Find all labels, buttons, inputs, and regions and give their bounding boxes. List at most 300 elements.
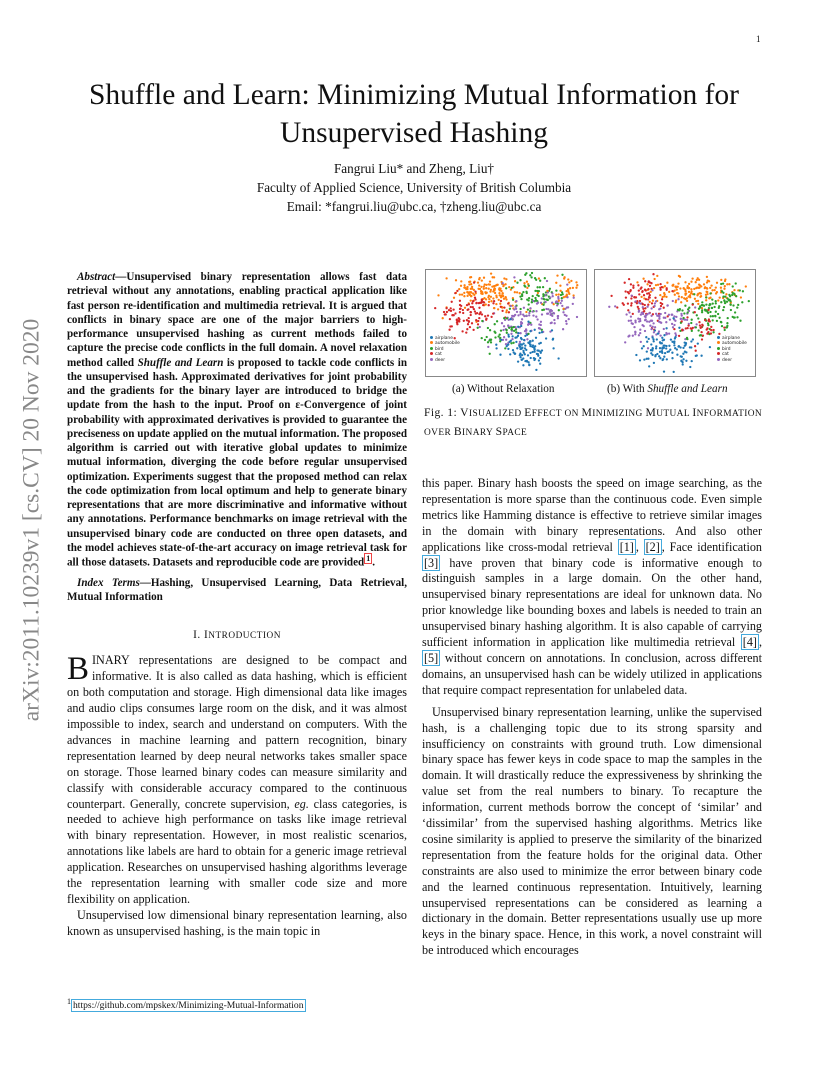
scatter-point: [496, 320, 498, 322]
scatter-point: [646, 350, 648, 352]
scatter-point: [489, 290, 491, 292]
scatter-point: [468, 321, 470, 323]
scatter-point: [540, 352, 542, 354]
footnote-url[interactable]: https://github.com/mpskex/Minimizing-Mutual-Information: [73, 1000, 304, 1012]
scatter-point: [643, 345, 645, 347]
scatter-point: [492, 302, 494, 304]
scatter-point: [676, 288, 678, 290]
scatter-point: [497, 284, 499, 286]
scatter-point: [576, 316, 578, 318]
scatter-point: [521, 293, 523, 295]
scatter-point: [735, 282, 737, 284]
scatter-point: [673, 324, 675, 326]
scatter-point: [659, 342, 661, 344]
scatter-point: [542, 286, 544, 288]
scatter-point: [472, 329, 474, 331]
scatter-point: [654, 302, 656, 304]
scatter-point: [474, 290, 476, 292]
scatter-point: [713, 306, 715, 308]
scatter-point: [630, 315, 632, 317]
scatter-point: [518, 344, 520, 346]
footnote: $^1$ https://github.com/mpskex/Minimizing-Mutual-Information: [67, 997, 304, 1012]
scatter-point: [684, 341, 686, 343]
scatter-point: [535, 337, 537, 339]
scatter-point: [509, 353, 511, 355]
scatter-point: [652, 273, 654, 275]
scatter-point: [520, 298, 522, 300]
scatter-point: [505, 278, 507, 280]
scatter-point: [558, 309, 560, 311]
scatter-point: [512, 299, 514, 301]
scatter-point: [533, 351, 535, 353]
scatter-point: [669, 349, 671, 351]
scatter-point: [650, 315, 652, 317]
scatter-point: [511, 287, 513, 289]
scatter-point: [466, 304, 468, 306]
scatter-point: [459, 300, 461, 302]
scatter-point: [450, 307, 452, 309]
scatter-point: [647, 298, 649, 300]
scatter-point: [477, 320, 479, 322]
scatter-point: [555, 289, 557, 291]
scatter-point: [558, 293, 560, 295]
scatter-point: [540, 321, 542, 323]
scatter-point: [519, 332, 521, 334]
scatter-point: [464, 307, 466, 309]
scatter-point: [572, 294, 574, 296]
scatter-point: [655, 313, 657, 315]
scatter-point: [742, 290, 744, 292]
page-number: 1: [756, 34, 761, 44]
scatter-point: [644, 307, 646, 309]
scatter-point: [529, 352, 531, 354]
scatter-point: [488, 298, 490, 300]
scatter-point: [655, 347, 657, 349]
scatter-point: [640, 286, 642, 288]
scatter-point: [505, 329, 507, 331]
scatter-point: [569, 287, 571, 289]
scatter-point: [648, 365, 650, 367]
scatter-point: [608, 306, 610, 308]
scatter-point: [509, 318, 511, 320]
scatter-point: [576, 284, 578, 286]
scatter-point: [526, 315, 528, 317]
scatter-point: [699, 334, 701, 336]
scatter-point: [448, 309, 450, 311]
scatter-point: [705, 296, 707, 298]
scatter-point: [662, 339, 664, 341]
scatter-point: [481, 337, 483, 339]
scatter-point: [739, 289, 741, 291]
scatter-point: [676, 354, 678, 356]
scatter-point: [635, 354, 637, 356]
scatter-point: [481, 279, 483, 281]
index-terms: Index Terms—Hashing, Unsupervised Learning, Data Retrieval, Mutual Information: [67, 576, 407, 604]
scatter-point: [454, 292, 456, 294]
scatter-point: [665, 296, 667, 298]
scatter-point: [505, 343, 507, 345]
scatter-point: [651, 289, 653, 291]
scatter-point: [542, 304, 544, 306]
scatter-point: [499, 354, 501, 356]
subcaption-b: (b) With Shuffle and Learn: [607, 383, 728, 395]
scatter-point: [474, 310, 476, 312]
scatter-point: [668, 314, 670, 316]
scatter-point: [653, 340, 655, 342]
scatter-point: [523, 282, 525, 284]
scatter-point: [538, 277, 540, 279]
scatter-point: [534, 277, 536, 279]
scatter-point: [463, 284, 465, 286]
scatter-point: [663, 370, 665, 372]
scatter-point: [639, 318, 641, 320]
scatter-point: [686, 316, 688, 318]
scatter-point: [715, 286, 717, 288]
scatter-point: [519, 311, 521, 313]
scatter-point: [632, 285, 634, 287]
scatter-point: [492, 297, 494, 299]
scatter-point: [553, 319, 555, 321]
scatter-point: [678, 295, 680, 297]
scatter-point: [632, 287, 634, 289]
scatter-point: [716, 320, 718, 322]
scatter-point: [657, 332, 659, 334]
scatter-point: [656, 353, 658, 355]
scatter-point: [724, 285, 726, 287]
scatter-point: [647, 347, 649, 349]
scatter-point: [552, 338, 554, 340]
scatter-point: [536, 318, 538, 320]
scatter-point: [443, 311, 445, 313]
scatter-point: [524, 360, 526, 362]
scatter-point: [644, 319, 646, 321]
scatter-point: [745, 285, 747, 287]
scatter-point: [566, 294, 568, 296]
scatter-point: [642, 312, 644, 314]
scatter-point: [724, 329, 726, 331]
scatter-point: [616, 306, 618, 308]
scatter-point: [682, 363, 684, 365]
intro-paragraph-2: Unsupervised low dimensional binary representation learning, also known as unsupervised hashing, is the main topic in: [67, 907, 407, 938]
scatter-point: [674, 320, 676, 322]
scatter-point: [541, 297, 543, 299]
scatter-point: [526, 292, 528, 294]
scatter-point: [690, 340, 692, 342]
scatter-point: [471, 322, 473, 324]
scatter-point: [643, 325, 645, 327]
scatter-point: [732, 285, 734, 287]
scatter-point: [673, 328, 675, 330]
scatter-point: [671, 314, 673, 316]
scatter-point: [625, 296, 627, 298]
scatter-point: [527, 333, 529, 335]
scatter-point: [678, 275, 680, 277]
scatter-point: [737, 304, 739, 306]
scatter-point: [672, 326, 674, 328]
scatter-point: [680, 301, 682, 303]
scatter-point: [735, 295, 737, 297]
scatter-point: [646, 320, 648, 322]
scatter-point: [720, 283, 722, 285]
scatter-point: [661, 347, 663, 349]
scatter-point: [458, 317, 460, 319]
scatter-point: [671, 357, 673, 359]
scatter-point: [551, 329, 553, 331]
scatter-point: [678, 335, 680, 337]
scatter-point: [502, 293, 504, 295]
scatter-point: [498, 299, 500, 301]
scatter-point: [511, 335, 513, 337]
scatter-point: [495, 303, 497, 305]
scatter-point: [500, 329, 502, 331]
scatter-point: [477, 288, 479, 290]
scatter-point: [628, 278, 630, 280]
scatter-point: [691, 330, 693, 332]
scatter-point: [520, 337, 522, 339]
scatter-point: [525, 349, 527, 351]
scatter-point: [710, 332, 712, 334]
scatter-point: [700, 285, 702, 287]
scatter-point: [668, 332, 670, 334]
scatter-point: [682, 347, 684, 349]
scatter-point: [466, 295, 468, 297]
scatter-point: [449, 318, 451, 320]
scatter-point: [638, 293, 640, 295]
scatter-point: [720, 287, 722, 289]
scatter-point: [556, 274, 558, 276]
scatter-point: [683, 297, 685, 299]
scatter-point: [656, 338, 658, 340]
scatter-point: [690, 327, 692, 329]
footnote-link[interactable]: 1: [366, 554, 371, 563]
scatter-point: [733, 289, 735, 291]
scatter-point: [520, 359, 522, 361]
scatter-point: [474, 298, 476, 300]
scatter-point: [693, 293, 695, 295]
scatter-point: [699, 327, 701, 329]
scatter-point: [573, 297, 575, 299]
scatter-point: [694, 306, 696, 308]
scatter-point: [532, 314, 534, 316]
scatter-point: [679, 308, 681, 310]
scatter-point: [535, 316, 537, 318]
scatter-point: [521, 318, 523, 320]
scatter-point: [675, 316, 677, 318]
scatter-point: [522, 291, 524, 293]
scatter-point: [677, 298, 679, 300]
scatter-point: [698, 279, 700, 281]
scatter-point: [697, 303, 699, 305]
scatter-point: [700, 355, 702, 357]
scatter-point: [680, 359, 682, 361]
scatter-point: [483, 277, 485, 279]
scatter-point: [705, 299, 707, 301]
scatter-point: [681, 329, 683, 331]
scatter-point: [463, 295, 465, 297]
scatter-point: [459, 293, 461, 295]
scatter-point: [459, 307, 461, 309]
scatter-point: [674, 347, 676, 349]
scatter-point: [503, 317, 505, 319]
scatter-point: [730, 309, 732, 311]
scatter-point: [528, 303, 530, 305]
scatter-point: [556, 304, 558, 306]
scatter-point: [685, 327, 687, 329]
scatter-point: [707, 331, 709, 333]
scatter-point: [460, 305, 462, 307]
citation-link[interactable]: [2]: [645, 539, 660, 554]
scatter-point: [692, 338, 694, 340]
scatter-point: [674, 336, 676, 338]
scatter-point: [460, 280, 462, 282]
scatter-point: [715, 292, 717, 294]
scatter-point: [512, 349, 514, 351]
scatter-point: [529, 330, 531, 332]
scatter-point: [705, 309, 707, 311]
scatter-point: [562, 328, 564, 330]
scatter-point: [461, 293, 463, 295]
scatter-point: [498, 288, 500, 290]
scatter-point: [463, 320, 465, 322]
scatter-point: [466, 286, 468, 288]
scatter-point: [658, 330, 660, 332]
citation-link[interactable]: [5]: [424, 650, 439, 665]
scatter-point: [647, 304, 649, 306]
scatter-point: [728, 283, 730, 285]
scatter-point: [544, 277, 546, 279]
scatter-point: [731, 294, 733, 296]
scatter-point: [711, 307, 713, 309]
scatter-point: [450, 310, 452, 312]
scatter-point: [634, 321, 636, 323]
scatter-point: [703, 283, 705, 285]
scatter-point: [528, 314, 530, 316]
scatter-point: [631, 294, 633, 296]
scatter-point: [665, 333, 667, 335]
scatter-point: [525, 272, 527, 274]
scatter-point: [709, 292, 711, 294]
scatter-point: [540, 324, 542, 326]
scatter-point: [466, 328, 468, 330]
scatter-point: [536, 302, 538, 304]
scatter-point: [696, 354, 698, 356]
scatter-point: [484, 315, 486, 317]
scatter-point: [699, 324, 701, 326]
scatter-point: [682, 353, 684, 355]
scatter-point: [654, 326, 656, 328]
scatter-point: [691, 360, 693, 362]
scatter-point: [718, 333, 720, 335]
scatter-point: [572, 287, 574, 289]
scatter-point: [493, 288, 495, 290]
scatter-point: [456, 323, 458, 325]
scatter-point: [628, 311, 630, 313]
scatter-point: [739, 320, 741, 322]
scatter-point: [528, 364, 530, 366]
scatter-point: [673, 344, 675, 346]
scatter-point: [499, 294, 501, 296]
scatter-point: [646, 341, 648, 343]
scatter-point: [444, 313, 446, 315]
scatter-point: [445, 307, 447, 309]
scatter-point: [544, 301, 546, 303]
scatter-point: [483, 285, 485, 287]
scatter-point: [470, 314, 472, 316]
scatter-point: [638, 309, 640, 311]
scatter-point: [565, 320, 567, 322]
scatter-point: [633, 296, 635, 298]
scatter-point: [500, 290, 502, 292]
scatter-point: [610, 295, 612, 297]
scatter-point: [672, 317, 674, 319]
scatter-point: [473, 281, 475, 283]
arxiv-sidebar: [14, 270, 50, 770]
scatter-point: [475, 319, 477, 321]
scatter-point: [451, 314, 453, 316]
scatter-point: [684, 281, 686, 283]
intro-paragraph-1: BINARY representations are designed to be compact and informative. It is also called as data hashing, which is efficient on both computation and storage. High dimensional data like images and audio clips consumes large room on the disk, and it was almost impossible to index, search and understand on computers. With the advances in machine learning and pattern recognition, binary representation learned by deep neural networks takes smaller space on storage. Those learned binary codes can measure similarity and classify with considerable accuracy compared to the continuous counterpart. Generally, concrete supervision, eg. class categories, is needed to achieve high performance on tasks like image retrieval with binary representation. However, in most realistic scenarios, annotations like labels are hard to obtain for a generic image retrieval application. Researches on unsupervised hashing algorithms leverage the representation learning with smaller code size and more flexibility on application.: [67, 651, 407, 906]
scatter-point: [489, 329, 491, 331]
scatter-point: [681, 356, 683, 358]
scatter-point: [488, 295, 490, 297]
scatter-point: [532, 340, 534, 342]
scatter-point: [510, 328, 512, 330]
scatter-point: [659, 347, 661, 349]
scatter-point: [534, 297, 536, 299]
scatter-point: [697, 317, 699, 319]
scatter-point: [741, 301, 743, 303]
citation-link[interactable]: [1]: [619, 539, 634, 554]
scatter-point: [629, 290, 631, 292]
scatter-point: [468, 317, 470, 319]
scatter-point: [512, 342, 514, 344]
scatter-point: [687, 324, 689, 326]
scatter-point: [681, 296, 683, 298]
citation-link[interactable]: [3]: [424, 555, 439, 570]
scatter-point: [490, 341, 492, 343]
scatter-point: [493, 300, 495, 302]
scatter-point: [490, 296, 492, 298]
scatter-point: [720, 279, 722, 281]
scatter-point: [515, 329, 517, 331]
scatter-point: [660, 322, 662, 324]
scatter-point: [487, 314, 489, 316]
scatter-point: [670, 338, 672, 340]
scatter-point: [567, 278, 569, 280]
scatter-point: [508, 286, 510, 288]
scatter-point: [718, 317, 720, 319]
scatter-point: [667, 304, 669, 306]
scatter-point: [531, 272, 533, 274]
scatter-point: [632, 323, 634, 325]
scatter-point: [689, 294, 691, 296]
scatter-point: [707, 324, 709, 326]
scatter-point: [470, 299, 472, 301]
scatter-point: [553, 303, 555, 305]
citation-link[interactable]: [4]: [742, 635, 757, 650]
scatter-point: [723, 299, 725, 301]
scatter-point: [516, 347, 518, 349]
scatter-point: [575, 281, 577, 283]
scatter-point: [624, 341, 626, 343]
scatter-point: [519, 313, 521, 315]
scatter-point: [671, 290, 673, 292]
abstract: Abstract—Unsupervised binary representation allows fast data retrieval without any annotations, enabling practical application like fast person re-identification and multimedia retrieval. It is argued that conflicts in binary space are one of the major barriers to high-performance unsupervised hashing as current methods failed to capture the precise code conflicts in the full domain. A novel relaxation method called Shuffle and Learn is proposed to tackle code conflicts in the unsupervised hash. Approximated derivatives for joint probability and the gradients for the binary layer are introduced to bridge the update from the hash to the input. Proof on ε-Convergence of joint probability with approximated derivatives is provided to guarantee the preciseness on update applied on the mutual information. The proposed algorithm is carried out with iterative global updates to minimize mutual information, diverging the code before regular unsupervised optimization. Experiments suggest that the proposed method can relax the code optimization from local optimum and help to generate binary representations that are more discriminative and informative without any annotations. Performance benchmarks on image retrieval with the unsupervised binary code are conducted on three open datasets, and the model achieves state-of-the-art accuracy on image retrieval task for all those datasets. Datasets and reproducible code are provided $^1$ .: [67, 271, 407, 569]
scatter-point: [709, 320, 711, 322]
scatter-point: [514, 306, 516, 308]
scatter-point: [516, 291, 518, 293]
scatter-point: [628, 292, 630, 294]
